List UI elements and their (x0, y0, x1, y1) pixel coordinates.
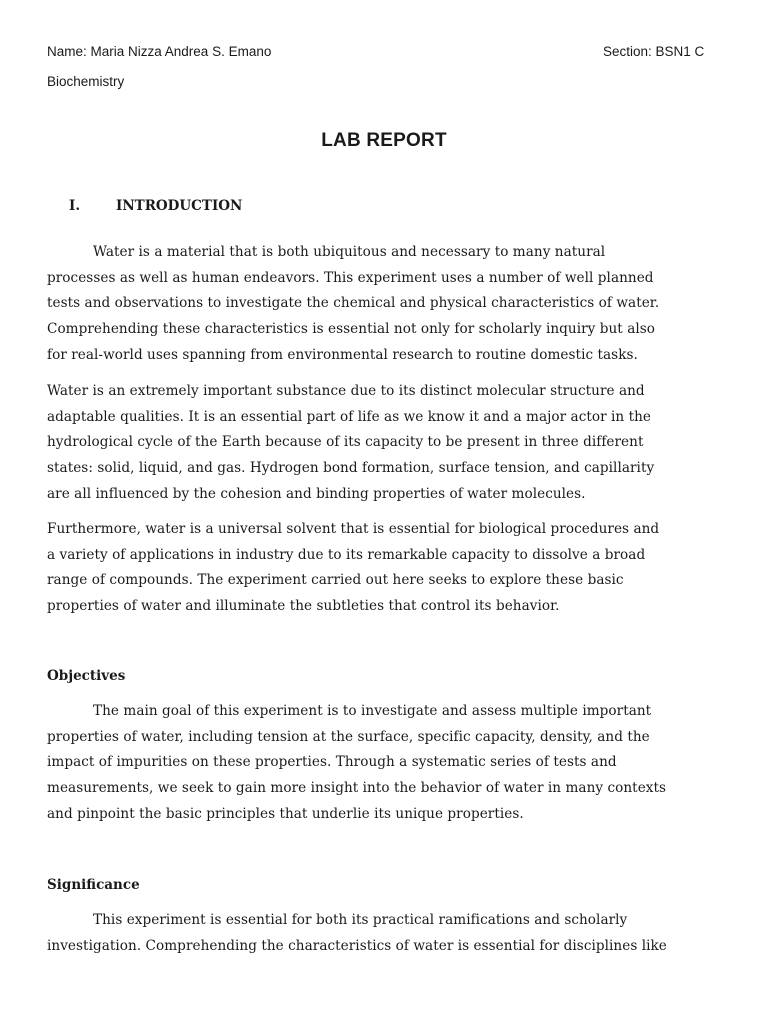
paragraph-line: properties of water, including tension at the surface, specific capacity, density, and the (47, 728, 650, 745)
paragraph-line: tests and observations to investigate the chemical and physical characteristics of water. (47, 295, 660, 312)
paragraph-line: This experiment is essential for both its practical ramifications and scholarly (93, 912, 628, 928)
significance-paragraph (47, 908, 727, 959)
student-section: Section: BSN1 C (603, 44, 705, 59)
paragraph-line: a variety of applications in industry due to its remarkable capacity to dissolve a broad (47, 546, 646, 563)
objectives-paragraph (47, 699, 727, 828)
paragraph-line: and pinpoint the basic principles that underlie its unique properties. (47, 805, 524, 822)
significance-heading: Significance (47, 877, 140, 893)
section-number: I. (69, 198, 81, 214)
student-name: Name: Maria Nizza Andrea S. Emano (47, 44, 272, 59)
introduction-heading (69, 198, 242, 214)
subject-name: Biochemistry (47, 74, 125, 89)
paragraph-line: range of compounds. The experiment carried out here seeks to explore these basic (47, 572, 624, 589)
paragraph-line: processes as well as human endeavors. This experiment uses a number of well planned (47, 269, 654, 286)
paragraph-line: investigation. Comprehending the characteristics of water is essential for disciplines like (47, 937, 667, 954)
page-title: LAB REPORT (321, 130, 447, 151)
paragraph-line: properties of water and illuminate the subtleties that control its behavior. (47, 598, 560, 615)
paragraph-line: The main goal of this experiment is to investigate and assess multiple important (93, 703, 652, 719)
paragraph-line: measurements, we seek to gain more insight into the behavior of water in many contexts (47, 780, 667, 797)
paragraph-line: Water is an extremely important substance due to its distinct molecular structure and (47, 383, 645, 399)
paragraph-line: are all influenced by the cohesion and binding properties of water molecules. (47, 485, 586, 502)
paragraph-line: impact of impurities on these properties. Through a systematic series of tests and (47, 754, 617, 771)
paragraph-line: hydrological cycle of the Earth because of its capacity to be present in three different (47, 434, 644, 451)
objectives-heading: Objectives (47, 668, 126, 684)
paragraph-line: Furthermore, water is a universal solvent that is essential for biological procedures and (47, 521, 660, 537)
paragraph-line: adaptable qualities. It is an essential part of life as we know it and a major actor in the (47, 408, 652, 425)
paragraph-line: states: solid, liquid, and gas. Hydrogen bond formation, surface tension, and capillarity (47, 460, 655, 477)
paragraph-line: Comprehending these characteristics is essential not only for scholarly inquiry but also (47, 321, 655, 338)
paragraph-line: Water is a material that is both ubiquitous and necessary to many natural (93, 244, 606, 260)
intro-paragraph-3 (47, 517, 727, 620)
paragraph-line: for real-world uses spanning from environmental research to routine domestic tasks. (47, 346, 638, 363)
intro-paragraph-1 (47, 240, 727, 369)
intro-paragraph-2 (47, 379, 727, 508)
section-heading-text: INTRODUCTION (116, 198, 243, 214)
